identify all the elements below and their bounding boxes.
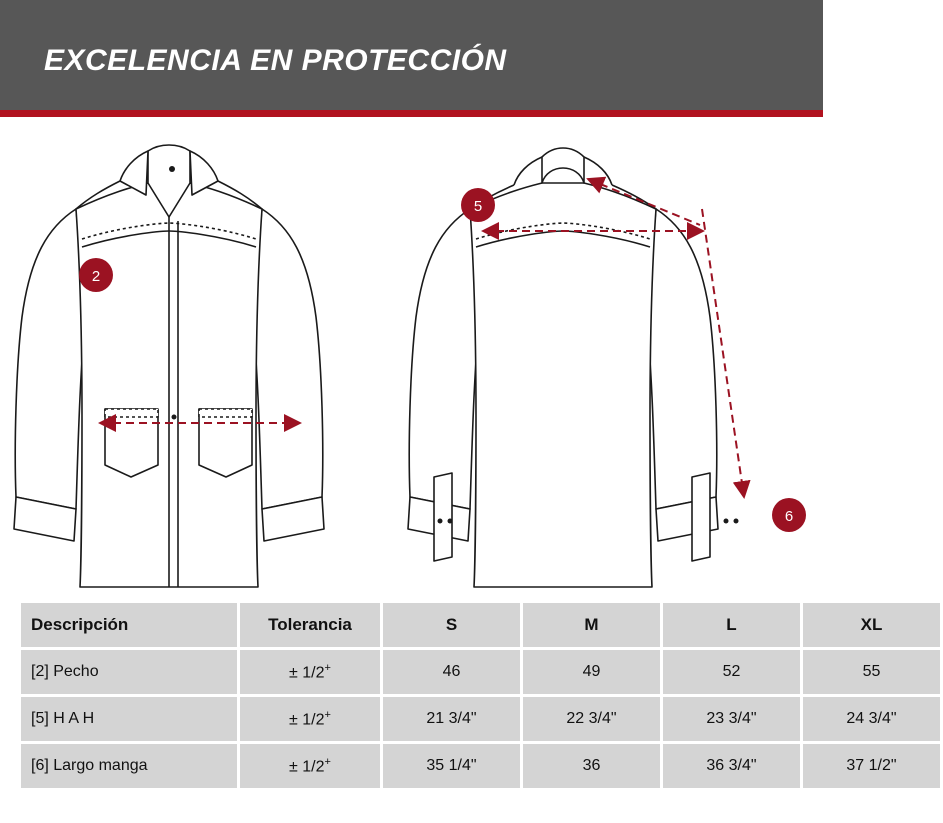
cell-largo-manga-s: 35 1/4" bbox=[383, 744, 520, 788]
col-header-m: M bbox=[523, 603, 660, 647]
garment-diagram bbox=[0, 117, 823, 587]
callout-5 bbox=[461, 188, 495, 222]
row-label-hah: [5] H A H bbox=[21, 697, 237, 741]
page-title: EXCELENCIA EN PROTECCIÓN bbox=[44, 44, 507, 77]
cell-pecho-l: 52 bbox=[663, 650, 800, 694]
tolerance-value: ± 1/2 bbox=[289, 711, 325, 729]
row-label-pecho: [2] Pecho bbox=[21, 650, 237, 694]
cell-pecho-s: 46 bbox=[383, 650, 520, 694]
cell-largo-manga-l: 36 3/4" bbox=[663, 744, 800, 788]
table-row bbox=[21, 650, 940, 694]
tolerance-value: ± 1/2 bbox=[289, 758, 325, 776]
front-shirt-illustration bbox=[14, 145, 324, 587]
table-header-row bbox=[21, 603, 940, 647]
svg-text:2: 2 bbox=[91, 268, 101, 285]
row-tolerance-largo-manga bbox=[240, 744, 380, 788]
tolerance-value: ± 1/2 bbox=[289, 664, 325, 682]
cell-largo-manga-xl: 37 1/2" bbox=[803, 744, 940, 788]
cell-hah-xl: 24 3/4" bbox=[803, 697, 940, 741]
size-table bbox=[18, 600, 943, 791]
col-header-descripcion: Descripción bbox=[21, 603, 237, 647]
row-tolerance-hah bbox=[240, 697, 380, 741]
callout-2 bbox=[79, 258, 113, 292]
tolerance-sup: + bbox=[324, 708, 331, 721]
tolerance-sup: + bbox=[324, 661, 331, 674]
table-row bbox=[21, 744, 940, 788]
cell-hah-m: 22 3/4" bbox=[523, 697, 660, 741]
svg-text:5: 5 bbox=[473, 198, 483, 215]
cell-pecho-m: 49 bbox=[523, 650, 660, 694]
back-shirt-illustration bbox=[408, 148, 739, 587]
cell-largo-manga-m: 36 bbox=[523, 744, 660, 788]
cell-hah-s: 21 3/4" bbox=[383, 697, 520, 741]
row-label-largo-manga: [6] Largo manga bbox=[21, 744, 237, 788]
row-tolerance-pecho bbox=[240, 650, 380, 694]
cell-hah-l: 23 3/4" bbox=[663, 697, 800, 741]
tolerance-sup: + bbox=[324, 755, 331, 768]
col-header-tolerancia: Tolerancia bbox=[240, 603, 380, 647]
size-table-wrapper bbox=[18, 600, 897, 791]
page-header bbox=[0, 0, 823, 110]
col-header-xl: XL bbox=[803, 603, 940, 647]
col-header-s: S bbox=[383, 603, 520, 647]
table-row bbox=[21, 697, 940, 741]
col-header-l: L bbox=[663, 603, 800, 647]
cell-pecho-xl: 55 bbox=[803, 650, 940, 694]
svg-text:6: 6 bbox=[784, 508, 794, 525]
callout-6 bbox=[772, 498, 806, 532]
header-accent-rule bbox=[0, 110, 823, 117]
